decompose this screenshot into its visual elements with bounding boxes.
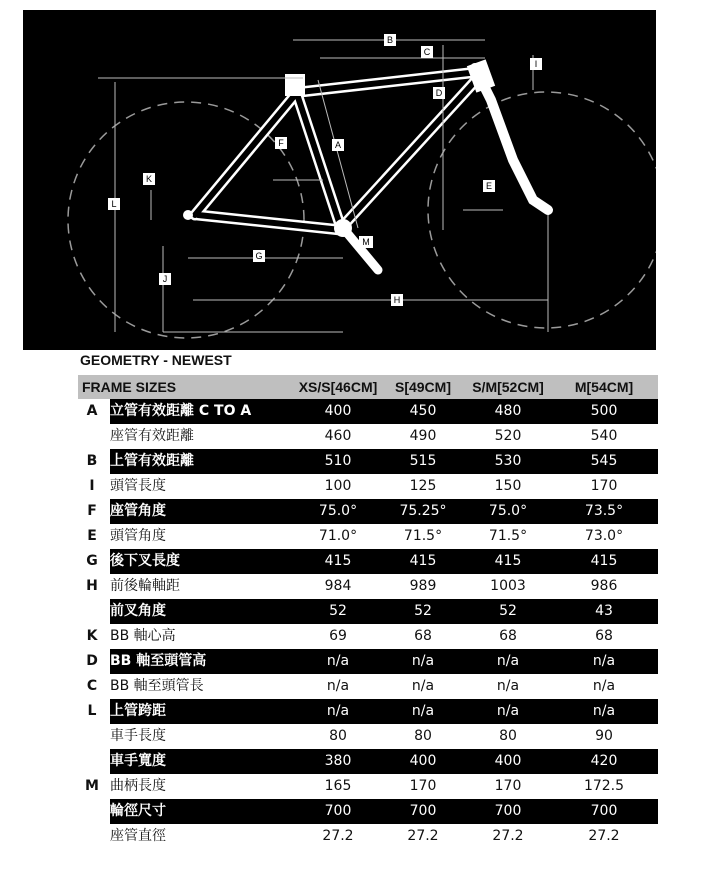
row-value: 75.25° xyxy=(399,503,447,519)
table-row xyxy=(78,574,658,599)
table-row xyxy=(78,599,658,624)
row-value: n/a xyxy=(592,653,616,669)
table-row xyxy=(78,474,658,499)
row-value: 73.0° xyxy=(584,528,624,544)
row-value: 90 xyxy=(595,728,613,744)
row-value: 27.2 xyxy=(407,828,439,844)
label-G: G xyxy=(255,251,263,261)
row-value: n/a xyxy=(496,678,520,694)
row-label: 座管角度 xyxy=(110,503,166,519)
row-value: 400 xyxy=(324,403,352,419)
table-row xyxy=(78,499,658,524)
row-value: n/a xyxy=(592,703,616,719)
table-row xyxy=(78,424,658,449)
row-code: A xyxy=(86,403,98,419)
row-value: 80 xyxy=(499,728,517,744)
row-label: BB 軸心高 xyxy=(110,628,176,644)
label-C: C xyxy=(423,47,431,57)
row-value: 80 xyxy=(329,728,347,744)
row-value: 172.5 xyxy=(583,778,625,794)
table-row xyxy=(78,699,658,724)
row-value: 68 xyxy=(499,628,517,644)
row-value: n/a xyxy=(411,653,435,669)
row-value: 27.2 xyxy=(492,828,524,844)
seat-cluster xyxy=(285,74,305,96)
row-value: n/a xyxy=(496,653,520,669)
row-value: 27.2 xyxy=(322,828,354,844)
row-value: 71.0° xyxy=(318,528,358,544)
size-header: XS/S[46CM] xyxy=(298,379,378,395)
row-code: F xyxy=(87,503,97,519)
row-label: BB 軸至頭管高 xyxy=(110,653,207,669)
row-value: n/a xyxy=(496,703,520,719)
row-value: n/a xyxy=(326,678,350,694)
row-value: 415 xyxy=(409,553,437,569)
row-value: 380 xyxy=(324,753,352,769)
row-value: 984 xyxy=(324,578,352,594)
geometry-title: GEOMETRY - NEWEST xyxy=(80,352,232,368)
row-value: n/a xyxy=(592,678,616,694)
table-row xyxy=(78,774,658,799)
table-row xyxy=(78,549,658,574)
table-row xyxy=(78,649,658,674)
row-label: 車手寬度 xyxy=(110,753,166,769)
row-value: n/a xyxy=(326,653,350,669)
size-header: M[54CM] xyxy=(574,379,634,395)
table-row xyxy=(78,824,658,849)
geometry-table xyxy=(78,375,658,849)
row-value: 71.5° xyxy=(488,528,528,544)
row-value: 415 xyxy=(590,553,618,569)
table-row xyxy=(78,624,658,649)
row-value: 165 xyxy=(324,778,352,794)
row-value: 986 xyxy=(590,578,618,594)
label-M: M xyxy=(362,237,370,247)
row-value: 415 xyxy=(324,553,352,569)
row-value: 52 xyxy=(499,603,517,619)
row-value: 545 xyxy=(590,453,618,469)
row-code: G xyxy=(86,553,98,569)
table-row xyxy=(78,724,658,749)
row-value: 400 xyxy=(409,753,437,769)
row-value: 68 xyxy=(595,628,613,644)
header-label: FRAME SIZES xyxy=(82,379,177,395)
row-value: 700 xyxy=(590,803,618,819)
row-value: 170 xyxy=(590,478,618,494)
row-value: 125 xyxy=(409,478,437,494)
row-value: 73.5° xyxy=(584,503,624,519)
size-header: S/M[52CM] xyxy=(472,379,544,395)
row-value: 490 xyxy=(409,428,437,444)
label-D: D xyxy=(435,88,443,98)
row-value: n/a xyxy=(411,703,435,719)
row-value: 989 xyxy=(409,578,437,594)
row-value: 700 xyxy=(409,803,437,819)
row-code: K xyxy=(86,628,98,644)
table-row xyxy=(78,399,658,424)
row-value: 460 xyxy=(324,428,352,444)
row-code: L xyxy=(87,703,97,719)
label-B: B xyxy=(386,35,394,45)
row-code: D xyxy=(86,653,98,669)
row-label: 後下叉長度 xyxy=(110,553,180,569)
label-H: H xyxy=(393,295,401,305)
row-value: 540 xyxy=(590,428,618,444)
size-header: S[49CM] xyxy=(394,379,451,395)
label-L: L xyxy=(111,199,117,209)
row-value: n/a xyxy=(411,678,435,694)
table-row xyxy=(78,524,658,549)
row-value: 480 xyxy=(494,403,522,419)
row-value: 52 xyxy=(414,603,432,619)
row-code: C xyxy=(86,678,98,694)
row-value: 170 xyxy=(409,778,437,794)
row-value: n/a xyxy=(326,703,350,719)
label-K: K xyxy=(145,174,153,184)
table-header xyxy=(78,375,658,399)
row-label: 頭管角度 xyxy=(110,528,166,544)
row-label: 立管有效距離 C TO A xyxy=(110,403,252,419)
label-F: F xyxy=(278,138,284,148)
row-value: 68 xyxy=(414,628,432,644)
row-value: 150 xyxy=(494,478,522,494)
row-value: 52 xyxy=(329,603,347,619)
label-I: I xyxy=(534,59,538,69)
row-value: 415 xyxy=(494,553,522,569)
row-label: 曲柄長度 xyxy=(110,778,166,794)
row-label: 頭管長度 xyxy=(110,478,166,494)
row-code: E xyxy=(87,528,97,544)
row-code: I xyxy=(89,478,95,494)
row-value: 700 xyxy=(324,803,352,819)
row-value: 530 xyxy=(494,453,522,469)
row-label: BB 軸至頭管長 xyxy=(110,678,204,694)
row-value: 43 xyxy=(595,603,613,619)
row-label: 前後輪軸距 xyxy=(110,578,180,594)
row-label: 上管跨距 xyxy=(110,703,166,719)
row-value: 75.0° xyxy=(488,503,528,519)
label-E: E xyxy=(485,181,493,191)
row-label: 前叉角度 xyxy=(110,603,166,619)
table-row xyxy=(78,749,658,774)
row-value: 420 xyxy=(590,753,618,769)
row-value: 71.5° xyxy=(403,528,443,544)
row-label: 上管有效距離 xyxy=(110,453,194,469)
table-row xyxy=(78,449,658,474)
row-value: 520 xyxy=(494,428,522,444)
row-label: 車手長度 xyxy=(110,728,166,744)
row-label: 座管有效距離 xyxy=(110,428,194,444)
row-code: M xyxy=(85,778,99,794)
crank-arm xyxy=(343,228,378,270)
row-value: 515 xyxy=(409,453,437,469)
row-value: 75.0° xyxy=(318,503,358,519)
row-value: 500 xyxy=(590,403,618,419)
row-value: 1003 xyxy=(490,578,526,594)
row-value: 80 xyxy=(414,728,432,744)
rear-axle xyxy=(183,210,193,220)
row-label: 座管直徑 xyxy=(110,828,166,844)
row-code: H xyxy=(86,578,98,594)
row-value: 700 xyxy=(494,803,522,819)
row-code: B xyxy=(86,453,98,469)
table-row xyxy=(78,799,658,824)
row-value: 450 xyxy=(409,403,437,419)
bike-geometry-diagram xyxy=(23,10,656,350)
label-J: J xyxy=(162,274,168,284)
bike-frame-drawing xyxy=(23,10,656,350)
row-value: 100 xyxy=(324,478,352,494)
row-value: 510 xyxy=(324,453,352,469)
table-row xyxy=(78,674,658,699)
row-value: 170 xyxy=(494,778,522,794)
row-value: 400 xyxy=(494,753,522,769)
row-value: 27.2 xyxy=(588,828,620,844)
label-A: A xyxy=(334,140,342,150)
row-label: 輪徑尺寸 xyxy=(110,803,166,819)
row-value: 69 xyxy=(329,628,347,644)
